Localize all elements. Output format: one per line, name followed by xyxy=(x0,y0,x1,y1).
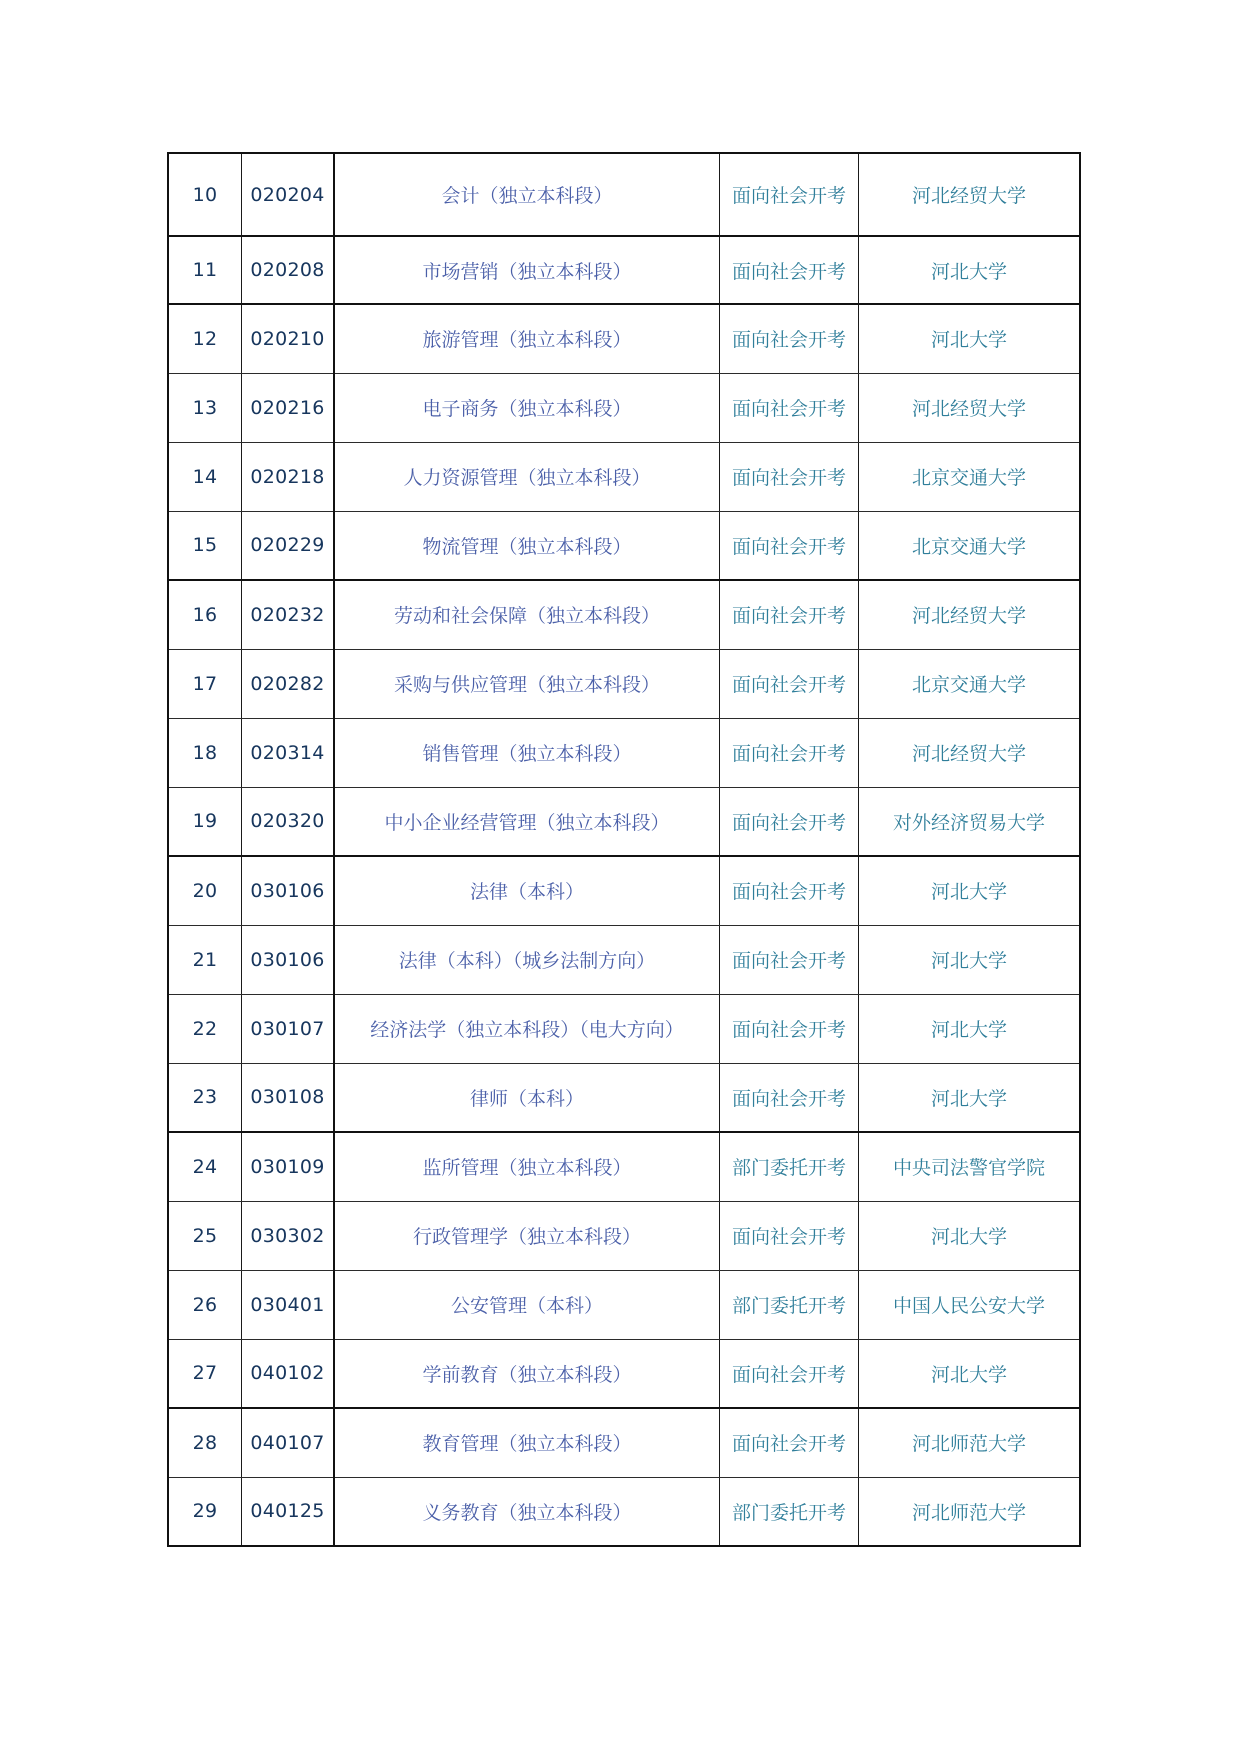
major-name: 采购与供应管理（独立本科段） xyxy=(334,649,720,718)
table-row xyxy=(168,373,1080,442)
row-index: 24 xyxy=(168,1132,242,1201)
row-index: 29 xyxy=(168,1477,242,1546)
major-name: 法律（本科）（城乡法制方向） xyxy=(334,925,720,994)
row-index: 18 xyxy=(168,718,242,787)
major-code: 020218 xyxy=(242,442,335,511)
exam-type: 面向社会开考 xyxy=(720,304,859,373)
major-name: 物流管理（独立本科段） xyxy=(334,511,720,580)
table-row xyxy=(168,994,1080,1063)
row-index: 11 xyxy=(168,236,242,304)
table-row xyxy=(168,1270,1080,1339)
major-code: 020282 xyxy=(242,649,335,718)
exam-type: 部门委托开考 xyxy=(720,1270,859,1339)
row-index: 23 xyxy=(168,1063,242,1132)
row-index: 15 xyxy=(168,511,242,580)
major-name: 义务教育（独立本科段） xyxy=(334,1477,720,1546)
major-code: 030401 xyxy=(242,1270,335,1339)
major-name: 公安管理（本科） xyxy=(334,1270,720,1339)
major-name: 学前教育（独立本科段） xyxy=(334,1339,720,1408)
host-school: 河北大学 xyxy=(859,236,1081,304)
major-code: 040102 xyxy=(242,1339,335,1408)
exam-type: 部门委托开考 xyxy=(720,1477,859,1546)
exam-type: 面向社会开考 xyxy=(720,1339,859,1408)
major-code: 040125 xyxy=(242,1477,335,1546)
majors-table-body xyxy=(168,153,1080,1546)
row-index: 21 xyxy=(168,925,242,994)
row-index: 10 xyxy=(168,153,242,236)
table-row xyxy=(168,511,1080,580)
table-row xyxy=(168,580,1080,649)
table-row xyxy=(168,718,1080,787)
table-row xyxy=(168,925,1080,994)
row-index: 28 xyxy=(168,1408,242,1477)
major-code: 020204 xyxy=(242,153,335,236)
row-index: 17 xyxy=(168,649,242,718)
exam-type: 面向社会开考 xyxy=(720,856,859,925)
host-school: 河北经贸大学 xyxy=(859,153,1081,236)
major-name: 市场营销（独立本科段） xyxy=(334,236,720,304)
major-code: 030107 xyxy=(242,994,335,1063)
row-index: 27 xyxy=(168,1339,242,1408)
exam-type: 面向社会开考 xyxy=(720,787,859,856)
major-code: 030108 xyxy=(242,1063,335,1132)
majors-table xyxy=(167,152,1081,1547)
exam-type: 面向社会开考 xyxy=(720,718,859,787)
table-row xyxy=(168,236,1080,304)
major-code: 020232 xyxy=(242,580,335,649)
table-row xyxy=(168,1063,1080,1132)
row-index: 14 xyxy=(168,442,242,511)
host-school: 河北经贸大学 xyxy=(859,718,1081,787)
table-row xyxy=(168,1339,1080,1408)
host-school: 河北大学 xyxy=(859,994,1081,1063)
row-index: 12 xyxy=(168,304,242,373)
major-code: 030106 xyxy=(242,856,335,925)
major-name: 经济法学（独立本科段）（电大方向） xyxy=(334,994,720,1063)
major-name: 行政管理学（独立本科段） xyxy=(334,1201,720,1270)
major-code: 030302 xyxy=(242,1201,335,1270)
exam-type: 面向社会开考 xyxy=(720,1063,859,1132)
host-school: 中国人民公安大学 xyxy=(859,1270,1081,1339)
major-name: 人力资源管理（独立本科段） xyxy=(334,442,720,511)
host-school: 河北大学 xyxy=(859,925,1081,994)
exam-type: 面向社会开考 xyxy=(720,1201,859,1270)
host-school: 北京交通大学 xyxy=(859,649,1081,718)
host-school: 河北师范大学 xyxy=(859,1408,1081,1477)
row-index: 20 xyxy=(168,856,242,925)
row-index: 25 xyxy=(168,1201,242,1270)
major-name: 教育管理（独立本科段） xyxy=(334,1408,720,1477)
host-school: 中央司法警官学院 xyxy=(859,1132,1081,1201)
row-index: 13 xyxy=(168,373,242,442)
table-row xyxy=(168,153,1080,236)
major-code: 020314 xyxy=(242,718,335,787)
exam-type: 面向社会开考 xyxy=(720,442,859,511)
host-school: 河北师范大学 xyxy=(859,1477,1081,1546)
host-school: 河北大学 xyxy=(859,1201,1081,1270)
major-code: 020320 xyxy=(242,787,335,856)
exam-type: 面向社会开考 xyxy=(720,994,859,1063)
major-code: 020216 xyxy=(242,373,335,442)
major-name: 销售管理（独立本科段） xyxy=(334,718,720,787)
exam-type: 面向社会开考 xyxy=(720,511,859,580)
exam-type: 部门委托开考 xyxy=(720,1132,859,1201)
row-index: 16 xyxy=(168,580,242,649)
host-school: 河北大学 xyxy=(859,856,1081,925)
major-name: 电子商务（独立本科段） xyxy=(334,373,720,442)
table-row xyxy=(168,304,1080,373)
exam-type: 面向社会开考 xyxy=(720,153,859,236)
host-school: 对外经济贸易大学 xyxy=(859,787,1081,856)
major-name: 旅游管理（独立本科段） xyxy=(334,304,720,373)
host-school: 河北经贸大学 xyxy=(859,580,1081,649)
exam-type: 面向社会开考 xyxy=(720,1408,859,1477)
major-code: 020208 xyxy=(242,236,335,304)
major-name: 中小企业经营管理（独立本科段） xyxy=(334,787,720,856)
exam-type: 面向社会开考 xyxy=(720,925,859,994)
exam-type: 面向社会开考 xyxy=(720,580,859,649)
exam-type: 面向社会开考 xyxy=(720,236,859,304)
row-index: 19 xyxy=(168,787,242,856)
row-index: 26 xyxy=(168,1270,242,1339)
exam-type: 面向社会开考 xyxy=(720,373,859,442)
host-school: 北京交通大学 xyxy=(859,442,1081,511)
host-school: 河北大学 xyxy=(859,1339,1081,1408)
major-code: 030106 xyxy=(242,925,335,994)
major-code: 040107 xyxy=(242,1408,335,1477)
major-code: 020229 xyxy=(242,511,335,580)
host-school: 河北大学 xyxy=(859,1063,1081,1132)
host-school: 河北大学 xyxy=(859,304,1081,373)
major-name: 劳动和社会保障（独立本科段） xyxy=(334,580,720,649)
table-row xyxy=(168,649,1080,718)
host-school: 河北经贸大学 xyxy=(859,373,1081,442)
table-row xyxy=(168,442,1080,511)
major-name: 会计（独立本科段） xyxy=(334,153,720,236)
major-name: 律师（本科） xyxy=(334,1063,720,1132)
table-row xyxy=(168,787,1080,856)
major-code: 030109 xyxy=(242,1132,335,1201)
table-row xyxy=(168,1201,1080,1270)
row-index: 22 xyxy=(168,994,242,1063)
table-row xyxy=(168,856,1080,925)
major-code: 020210 xyxy=(242,304,335,373)
table-row xyxy=(168,1408,1080,1477)
exam-type: 面向社会开考 xyxy=(720,649,859,718)
major-name: 监所管理（独立本科段） xyxy=(334,1132,720,1201)
table-row xyxy=(168,1132,1080,1201)
major-name: 法律（本科） xyxy=(334,856,720,925)
table-row xyxy=(168,1477,1080,1546)
host-school: 北京交通大学 xyxy=(859,511,1081,580)
